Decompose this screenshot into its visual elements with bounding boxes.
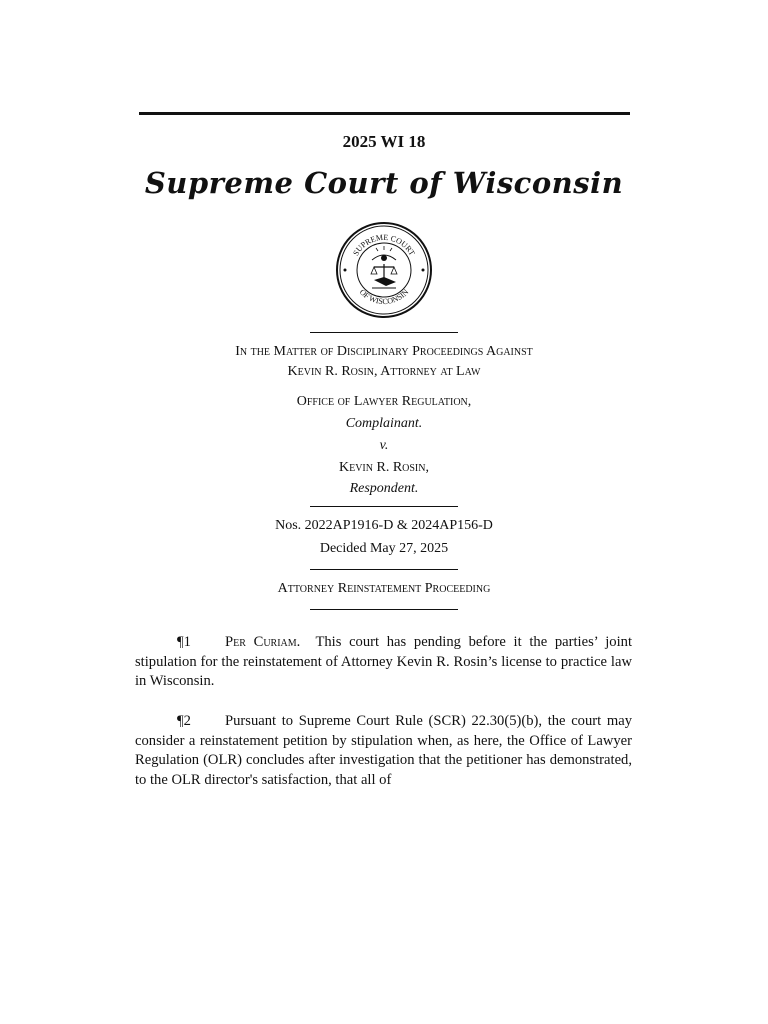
opinion-paragraph-2 xyxy=(135,712,632,790)
header-rule xyxy=(139,112,630,115)
paragraph-number: ¶1 xyxy=(177,634,191,650)
case-numbers: Nos. 2022AP1916-D & 2024AP156-D xyxy=(275,518,493,533)
seal-bottom-text: OF WISCONSIN xyxy=(357,287,411,307)
caption-rule-bottom xyxy=(310,609,458,610)
complainant-role: Complainant. xyxy=(345,416,423,431)
citation: 2025 WI 18 xyxy=(342,132,426,151)
respondent-role: Respondent. xyxy=(349,481,419,496)
versus: v. xyxy=(379,438,389,453)
per-curiam-label: Per Curiam. xyxy=(225,634,301,650)
matter-line-1: In the Matter of Disciplinary Proceedings Against xyxy=(235,344,533,359)
paragraph-number: ¶2 xyxy=(177,713,191,729)
court-name: Supreme Court of Wisconsin xyxy=(144,166,624,200)
caption-rule-top xyxy=(310,332,458,333)
caption-rule-lower xyxy=(310,569,458,570)
seal-top-text: SUPREME COURT xyxy=(351,232,417,258)
matter-line-2: Kevin R. Rosin, Attorney at Law xyxy=(287,364,481,379)
paragraph-text: Pursuant to Supreme Court Rule (SCR) 22.30(5)(b), the court may consider a reinstatement petition by stipulation when, as here, the Office of Lawyer Regulation (OLR) concludes after investigation that the petitioner has demonstrated, to the OLR director's satisfaction, that all of xyxy=(135,713,632,788)
court-seal-icon xyxy=(334,220,434,320)
respondent-name: Kevin R. Rosin, xyxy=(338,460,429,475)
caption-rule-middle xyxy=(310,506,458,507)
complainant-name: Office of Lawyer Regulation, xyxy=(296,394,472,409)
opinion-paragraph-1 xyxy=(135,633,632,692)
paragraph-text: This court has pending before it the parties’ joint stipulation for the reinstatement of Attorney Kevin R. Rosin’s license to practice law in Wisconsin. xyxy=(135,634,632,689)
decided-date: Decided May 27, 2025 xyxy=(319,541,449,556)
proceeding-type: Attorney Reinstatement Proceeding xyxy=(277,581,491,596)
